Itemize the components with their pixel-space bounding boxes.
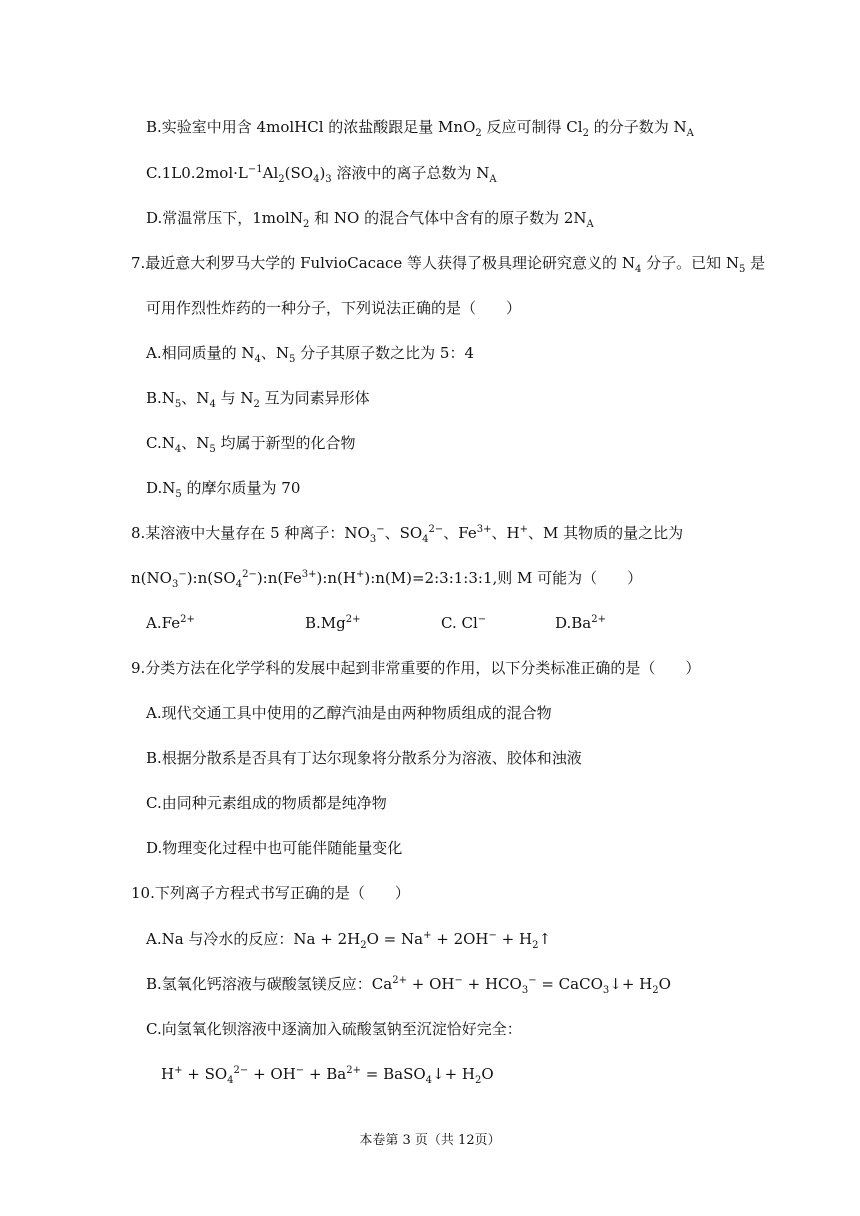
q7-option-b: $B.N_5$、$N_4$ 与 $N_2$ 互为同素异形体 <box>146 389 370 410</box>
q6-option-c: $C.1L0.2mol\cdot L^{-1}Al_2(SO_4)_3$ 溶液中的离子总数为 $N_A$ <box>146 164 497 185</box>
q8-stem-ratio: $n(NO_3^-):n(SO_4^{2-}):n(Fe^{3+}):n(H^+):n(M)=2:3:1:3:1$,则 M 可能为（ ） <box>131 569 643 590</box>
q7-stem-cont: 可用作烈性炸药的一种分子，下列说法正确的是（ ） <box>146 299 522 317</box>
q7-option-d: $D.N_5$ 的摩尔质量为 70 <box>146 479 301 500</box>
q8-stem: 8.某溶液中大量存在 5 种离子：$NO_3^-$、$SO_4^{2-}$、$Fe^{3+}$、H+、M 其物质的量之比为 <box>131 524 684 545</box>
q9-option-a: A.现代交通工具中使用的乙醇汽油是由两种物质组成的混合物 <box>146 704 552 722</box>
q8-option-a: $A.Fe^{2+}$ <box>146 614 195 632</box>
q8-option-b: $B.Mg^{2+}$ <box>305 614 361 632</box>
q7-option-a: A.相同质量的 $N_4$、$N_5$ 分子其原子数之比为 5：4 <box>146 344 475 365</box>
q8-option-d: $D.Ba^{2+}$ <box>555 614 606 632</box>
q10-option-a: A.Na 与冷水的反应：$Na + 2H_2O = Na^+ + 2OH^-$ + $H_2↑$ <box>146 930 552 951</box>
q9-option-b: B.根据分散系是否具有丁达尔现象将分散系分为溶液、胶体和浊液 <box>146 749 582 767</box>
q7-stem: 7.最近意大利罗马大学的 FulvioCacace 等人获得了极具理论研究意义的 $N_4$ 分子。已知 $N_5$ 是 <box>131 254 766 275</box>
q8-option-c: C. Cl− <box>441 614 487 632</box>
q9-stem: 9.分类方法在化学学科的发展中起到非常重要的作用，以下分类标准正确的是（ ） <box>131 659 701 677</box>
page-footer: 本卷第 3 页（共 12页） <box>359 1133 501 1148</box>
q10-option-c-equation: $H^+ + SO_4^{2-} + OH^- + Ba^{2+}$ = BaSO$_4$↓+ $H_2O$ <box>161 1065 494 1086</box>
q9-option-c: C.由同种元素组成的物质都是纯净物 <box>146 794 387 812</box>
q7-option-c: $C.N_4$、$N_5$ 均属于新型的化合物 <box>146 434 356 455</box>
q6-option-d: D.常温常压下，1molN$_2$ 和 NO 的混合气体中含有的原子数为 $2N_A$ <box>146 209 594 230</box>
q10-option-b: B.氢氧化钙溶液与碳酸氢镁反应：$Ca^{2+} + OH^- + HCO_3^-$ = CaCO$_3$↓+ $H_2O$ <box>146 975 671 996</box>
q6-option-b: B.实验室中用含 4molHCl 的浓盐酸跟足量 MnO$_2$ 反应可制得 $Cl_2$ 的分子数为 $N_A$ <box>146 118 694 139</box>
q10-stem: 10.下列离子方程式书写正确的是（ ） <box>131 884 410 902</box>
q10-option-c: C.向氢氧化钡溶液中逐滴加入硫酸氢钠至沉淀恰好完全： <box>146 1020 522 1038</box>
q9-option-d: D.物理变化过程中也可能伴随能量变化 <box>146 839 403 857</box>
